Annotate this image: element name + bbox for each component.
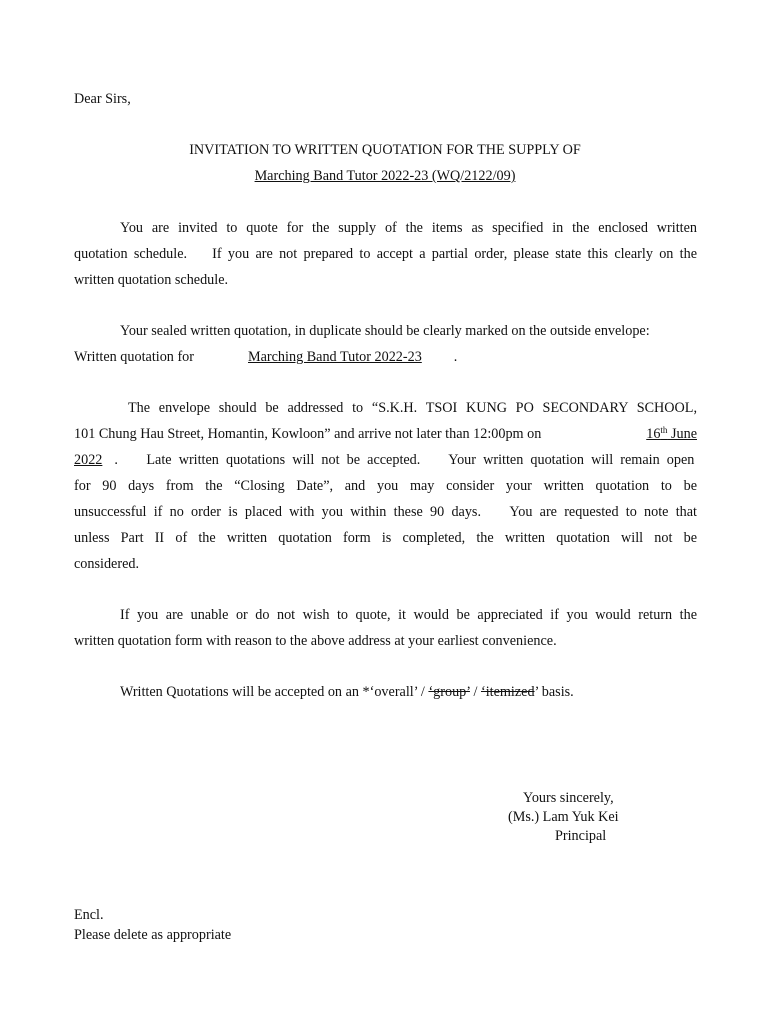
closing-date-month: June: [670, 426, 697, 442]
closing: Yours sincerely,: [523, 790, 614, 806]
salutation: Dear Sirs,: [74, 91, 131, 107]
para2-label: Written quotation for: [74, 349, 194, 365]
heading-line-1: INVITATION TO WRITTEN QUOTATION FOR THE SUPPLY OF: [189, 142, 581, 158]
para2-end: .: [453, 349, 458, 365]
basis-itemized-struck: ‘itemized: [480, 684, 535, 700]
para4-line-2: written quotation form with reason to the above address at your earliest convenience.: [74, 633, 557, 649]
basis-pre: Written Quotations will be accepted on an *‘overall’ /: [120, 684, 429, 700]
basis-post: ’ basis.: [534, 684, 574, 700]
para3-line-1: The envelope should be addressed to “S.K.H. TSOI KUNG PO SECONDARY SCHOOL,: [128, 400, 697, 416]
para2-line-2: [74, 348, 457, 366]
closing-date-year: 2022: [74, 452, 103, 468]
para3-line-3: [74, 451, 694, 469]
heading-line-2: Marching Band Tutor 2022-23 (WQ/2122/09): [254, 168, 516, 184]
delete-note: Please delete as appropriate: [74, 927, 232, 943]
closing-date-day: 16th June: [646, 425, 697, 442]
para3-line-2-text: 101 Chung Hau Street, Homantin, Kowloon” and arrive not later than 12:00pm on: [74, 426, 542, 442]
para1-line-2: quotation schedule. If you are not prepared to accept a partial order, please state this clearly on the: [74, 246, 697, 262]
para4-line-1: If you are unable or do not wish to quote, it would be appreciated if you would return the: [120, 607, 697, 623]
para3-line-6: unless Part II of the written quotation form is completed, the written quotation will not be: [74, 530, 697, 546]
enclosure-note: Encl.: [74, 907, 104, 923]
para1-line-3: written quotation schedule.: [74, 272, 229, 288]
para2-line-1: Your sealed written quotation, in duplicate should be clearly marked on the outside envelope:: [120, 323, 650, 339]
basis-line: [120, 683, 574, 701]
para3-line-2: [74, 425, 697, 443]
basis-group-struck: ‘group’: [428, 684, 470, 700]
signatory-title: Principal: [555, 828, 607, 844]
signatory-name: (Ms.) Lam Yuk Kei: [508, 809, 619, 825]
para2-subject: Marching Band Tutor 2022-23: [248, 349, 422, 365]
para3-line-7: considered.: [74, 556, 140, 572]
para3-line-4: for 90 days from the “Closing Date”, and you may consider your written quotation to be: [74, 478, 697, 494]
para2-subject-underline: [208, 349, 454, 365]
para1-line-1: You are invited to quote for the supply of the items as specified in the enclosed written: [120, 220, 697, 236]
basis-sep: /: [469, 684, 481, 700]
para3-line-5: unsuccessful if no order is placed with you within these 90 days. You are requested to note that: [74, 504, 697, 520]
para3-line-3-text: . Late written quotations will not be accepted. Your written quotation will remain open: [114, 452, 695, 468]
